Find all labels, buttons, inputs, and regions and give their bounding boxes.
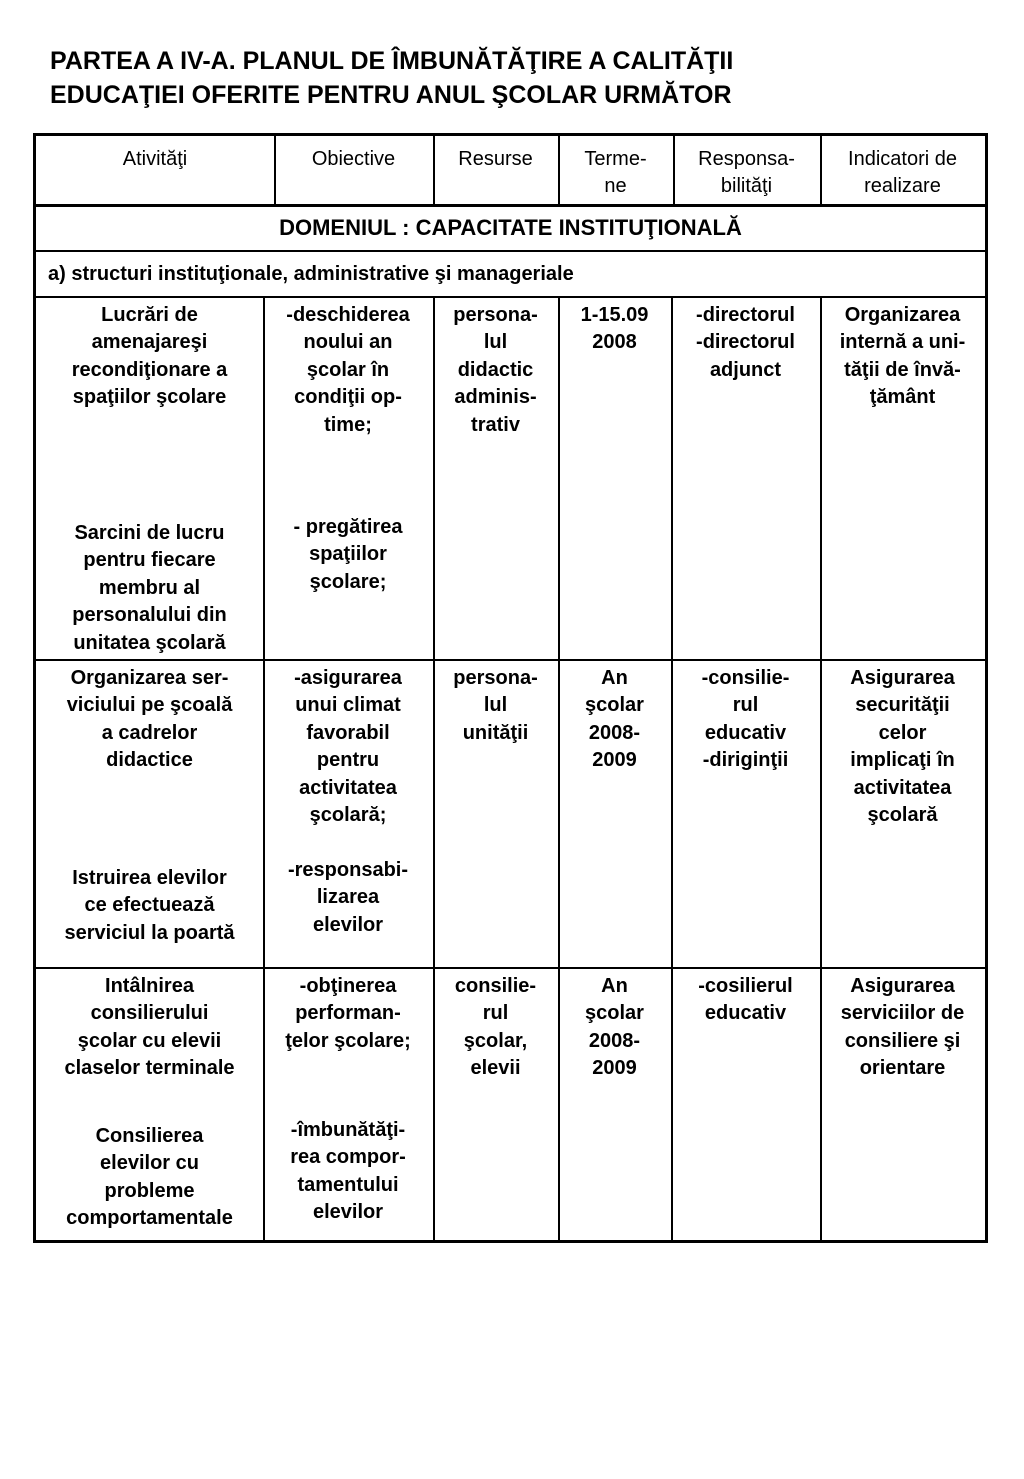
row-3-obiective-primary-line: performan- — [295, 1002, 401, 1025]
row-2-obiective-primary — [263, 665, 433, 829]
row-2-obiective-primary-line: şcolară; — [309, 804, 387, 827]
row-3-activitati-primary-line: şcolar cu elevii — [77, 1029, 222, 1052]
row-1-obiective-primary — [263, 302, 433, 439]
row-3-indicatori-line: Asigurarea — [850, 975, 955, 997]
row-3-activitati-secondary-line: comportamentale — [66, 1207, 233, 1230]
title-line-1: PARTEA A IV-A. PLANUL DE ÎMBUNĂTĂŢIRE A CALITĂŢII — [50, 47, 734, 75]
row-1-indicatori-line: tăţii de învă- — [844, 358, 961, 381]
header-indicatori: Indicatori de realizare — [848, 148, 957, 197]
title-line-2: EDUCAŢIEI OFERITE PENTRU ANUL ŞCOLAR URMĂTOR — [50, 81, 732, 109]
row-1-obiective-primary-line: time; — [324, 413, 372, 436]
row-1-obiective-primary-line: condiţii op- — [294, 386, 402, 409]
row-3-obiective-secondary-line: -îmbunătăţi- — [290, 1119, 406, 1141]
row-3-activitati-primary-line: Intâlnirea — [105, 975, 194, 997]
row-3-obiective-primary-line: -obţinerea — [299, 975, 397, 997]
row-1-termene — [558, 302, 671, 357]
subdomain-heading: a) structuri instituţionale, administrative şi manageriale — [48, 263, 574, 285]
row-2-responsabilitati-line: educativ — [704, 721, 787, 744]
row-1-obiective-secondary-line: şcolare; — [309, 570, 387, 593]
row-3-activitati-secondary — [36, 1123, 263, 1233]
row-3-termene-line: şcolar — [585, 1002, 644, 1025]
row-2-termene-line: şcolar — [585, 694, 644, 717]
row-2-obiective-primary-line: pentru — [316, 749, 380, 772]
row-1-activitati-primary-line: spaţiilor şcolare — [72, 386, 227, 409]
row-3-obiective-secondary — [263, 1117, 433, 1227]
row-3-obiective-primary-line: ţelor şcolare; — [285, 1029, 411, 1052]
row-3-resurse-line: rul — [482, 1002, 509, 1025]
row-2-obiective-primary-line: -asigurarea — [294, 667, 402, 689]
page-title — [50, 44, 990, 112]
row-3-activitati-secondary-line: Consilierea — [95, 1125, 204, 1147]
row-2-responsabilitati-line: -diriginţii — [702, 749, 789, 772]
row-1-activitati-primary — [36, 302, 263, 412]
row-3-activitati-primary — [36, 973, 263, 1083]
row-1-activitati-primary-line: Lucrări de — [101, 304, 198, 326]
row-2-activitati-primary-line: a cadrelor — [101, 721, 198, 744]
row-1-obiective-primary-line: -deschiderea — [286, 304, 410, 326]
row-2-responsabilitati-line: rul — [732, 694, 759, 717]
row-2-termene-line: 2009 — [592, 749, 637, 772]
row-2-termene — [558, 665, 671, 775]
row-2-indicatori-line: Asigurarea — [850, 667, 955, 689]
row-2-obiective-secondary-line: elevilor — [312, 913, 384, 936]
row-2-resurse — [433, 665, 558, 747]
row-3-activitati-secondary-line: probleme — [104, 1179, 195, 1202]
row-2-indicatori-line: activitatea — [853, 776, 952, 799]
row-1-responsabilitati-line: -directorul — [696, 304, 795, 326]
row-2-activitati-primary-line: Organizarea ser- — [70, 667, 229, 689]
row-2-obiective-secondary-line: lizarea — [316, 886, 380, 909]
row-2-activitati-primary-line: didactice — [106, 749, 193, 772]
row-3-termene — [558, 973, 671, 1083]
row-1-resurse-line: adminis- — [454, 386, 537, 409]
row-1-resurse — [433, 302, 558, 439]
row-3-obiective-secondary-line: tamentului — [297, 1173, 399, 1196]
row-1-indicatori-line: Organizarea — [844, 304, 961, 326]
row-3-obiective-secondary-line: rea compor- — [290, 1146, 406, 1169]
row-3-resurse-line: consilie- — [454, 975, 537, 997]
row-3-resurse — [433, 973, 558, 1083]
row-3-resurse-line: şcolar, — [463, 1029, 528, 1052]
row-1-obiective-primary-line: şcolar în — [306, 358, 390, 381]
row-1-obiective-secondary — [263, 514, 433, 596]
row-1-obiective-primary-line: noului an — [303, 331, 393, 354]
row-3-indicatori — [820, 973, 985, 1083]
row-2-obiective-secondary — [263, 857, 433, 939]
row-2-resurse-line: persona- — [453, 667, 538, 689]
row-2-activitati-primary-line: viciului pe şcoală — [66, 694, 233, 717]
header-resurse: Resurse — [458, 148, 533, 170]
row-1-indicatori-line: internă a uni- — [839, 331, 966, 354]
row-1-activitati-secondary-line: personalului din — [72, 604, 227, 627]
row-1-resurse-line: lul — [483, 331, 508, 354]
row-1-obiective-secondary-line: spaţiilor — [309, 543, 387, 566]
row-3-resurse-line: elevii — [470, 1057, 521, 1080]
row-3-responsabilitati-line: educativ — [704, 1002, 787, 1025]
row-3-activitati-primary-line: consilierului — [90, 1002, 209, 1025]
row-1-resurse-line: trativ — [471, 413, 520, 436]
domain-heading: DOMENIUL : CAPACITATE INSTITUŢIONALĂ — [279, 215, 742, 240]
row-2-termene-line: An — [601, 667, 628, 689]
row-3-obiective-primary — [263, 973, 433, 1055]
row-1-activitati-secondary-line: membru al — [98, 576, 201, 599]
row-2-activitati-primary — [36, 665, 263, 775]
row-3-indicatori-line: serviciilor de — [840, 1002, 965, 1025]
row-1-activitati-secondary-line: Sarcini de lucru — [74, 522, 225, 544]
row-2-indicatori-line: securităţii — [855, 694, 950, 717]
row-1-obiective-secondary-line: - pregătirea — [293, 516, 403, 538]
row-2-activitati-secondary-line: Istruirea elevilor — [72, 867, 227, 889]
header-activitati: Ativităţi — [122, 148, 188, 170]
row-2-indicatori-line: celor — [878, 721, 927, 744]
row-2-resurse-line: unităţii — [462, 721, 529, 744]
row-2-obiective-secondary-line: -responsabi- — [287, 859, 409, 881]
row-1-responsabilitati — [671, 302, 820, 384]
header-responsabilitati: Responsa- bilităţi — [698, 148, 795, 197]
row-2-obiective-primary-line: favorabil — [306, 721, 390, 744]
row-1-activitati-primary-line: recondiţionare a — [71, 358, 228, 381]
row-2-indicatori — [820, 665, 985, 829]
row-1-resurse-line: persona- — [453, 304, 538, 326]
row-3-responsabilitati-line: -cosilierul — [698, 975, 793, 997]
row-3-termene-line: An — [601, 975, 628, 997]
row-2-responsabilitati — [671, 665, 820, 775]
row-3-activitati-secondary-line: elevilor cu — [100, 1152, 199, 1175]
row-3-responsabilitati — [671, 973, 820, 1028]
row-3-indicatori-line: orientare — [859, 1057, 946, 1080]
header-termene: Terme- ne — [584, 148, 647, 197]
row-3-termene-line: 2009 — [592, 1057, 637, 1080]
row-1-activitati-secondary — [36, 520, 263, 657]
row-2-activitati-secondary-line: serviciul la poartă — [64, 921, 235, 944]
row-3-termene-line: 2008- — [588, 1029, 641, 1052]
quality-plan-table — [33, 133, 988, 1243]
row-1-responsabilitati-line: -directorul — [696, 331, 795, 354]
row-1-resurse-line: didactic — [457, 358, 534, 381]
row-2-obiective-primary-line: unui climat — [295, 694, 401, 717]
row-1-termene-line: 1-15.09 — [580, 304, 649, 326]
row-2-activitati-secondary-line: ce efectuează — [84, 894, 215, 917]
row-1-responsabilitati-line: adjunct — [709, 358, 782, 381]
row-2-indicatori-line: şcolară — [867, 804, 938, 827]
row-1-indicatori — [820, 302, 985, 412]
row-2-activitati-secondary — [36, 865, 263, 947]
row-2-responsabilitati-line: -consilie- — [701, 667, 790, 689]
row-1-termene-line: 2008 — [592, 331, 637, 354]
row-1-indicatori-line: ţământ — [869, 386, 936, 409]
row-1-activitati-secondary-line: unitatea şcolară — [73, 631, 226, 654]
row-2-termene-line: 2008- — [588, 721, 641, 744]
row-2-obiective-primary-line: activitatea — [299, 776, 397, 799]
row-3-indicatori-line: consiliere şi — [844, 1029, 961, 1052]
header-obiective: Obiective — [311, 148, 396, 170]
row-1-activitati-primary-line: amenajareşi — [91, 331, 208, 354]
row-1-activitati-secondary-line: pentru fiecare — [83, 549, 216, 572]
row-3-obiective-secondary-line: elevilor — [312, 1201, 384, 1224]
row-3-activitati-primary-line: claselor terminale — [64, 1057, 235, 1080]
row-2-resurse-line: lul — [483, 694, 508, 717]
row-2-indicatori-line: implicaţi în — [850, 749, 955, 772]
